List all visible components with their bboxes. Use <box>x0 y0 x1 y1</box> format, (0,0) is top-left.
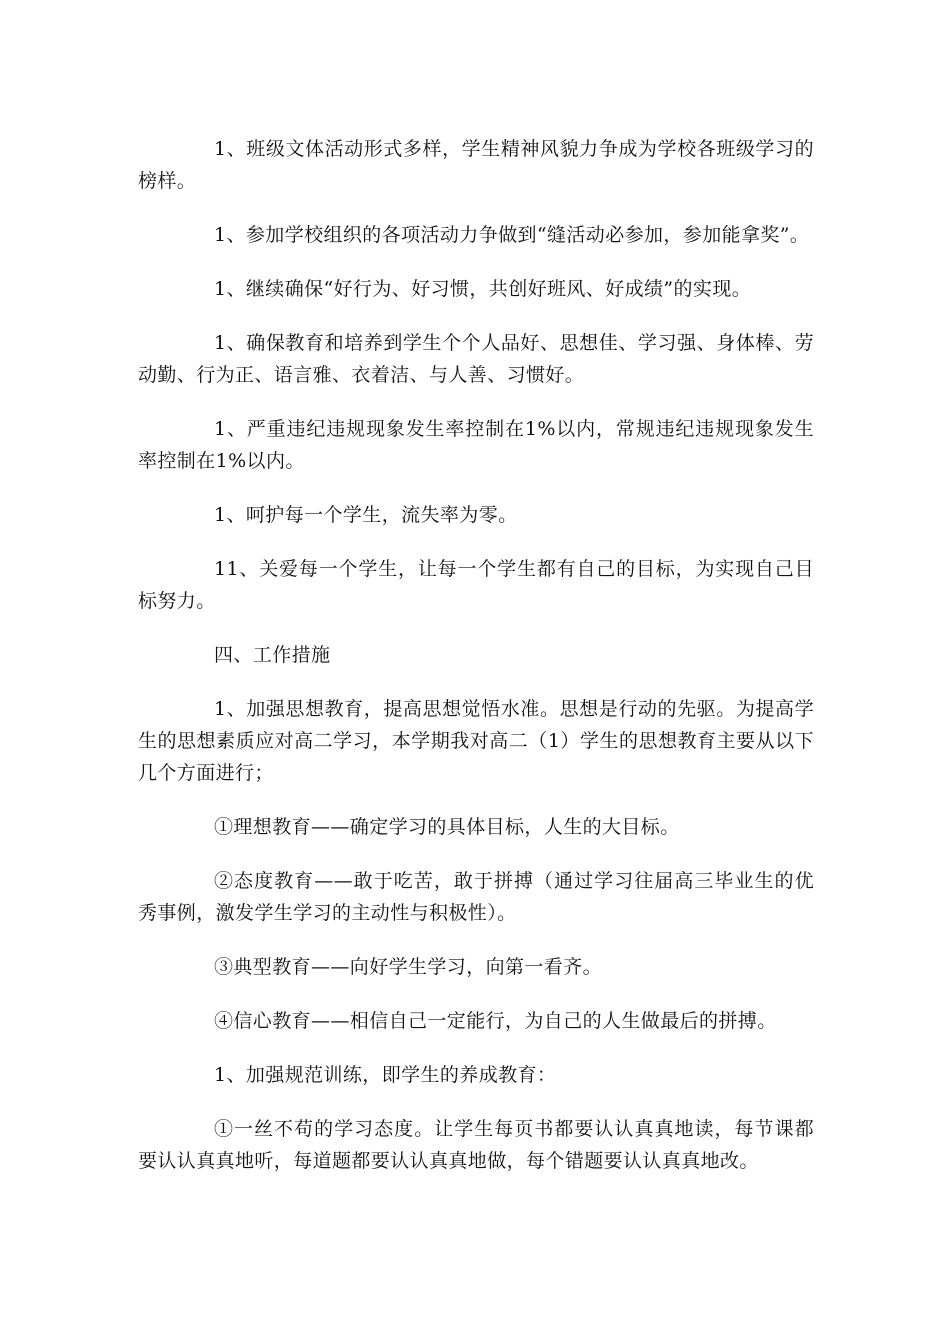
paragraph-goal-activities: 1、班级文体活动形式多样，学生精神风貌力争成为学校各班级学习的榜样。 <box>138 138 814 192</box>
paragraph-goal-good-habits: 1、继续确保“好行为、好习惯，共创好班风、好成绩”的实现。 <box>214 278 752 300</box>
paragraph-ideal-education: ①理想教育——确定学习的具体目标，人生的大目标。 <box>214 816 680 838</box>
section-heading-measures: 四、工作措施 <box>214 644 331 666</box>
paragraph-goal-discipline-rate: 1、严重违纪违规现象发生率控制在1%以内，常规违纪违规现象发生率控制在1%以内。 <box>138 418 814 472</box>
paragraph-goal-student-targets: 11、关爱每一个学生，让每一个学生都有自己的目标，为实现自己目标努力。 <box>138 558 814 612</box>
paragraph-study-attitude: ①一丝不苟的学习态度。让学生每页书都要认认真真地读，每节课都要认认真真地听，每道题都要认认真真地做，每个错题要认认真真地改。 <box>138 1118 814 1172</box>
paragraph-model-education: ③典型教育——向好学生学习，向第一看齐。 <box>214 956 603 978</box>
paragraph-goal-school-events: 1、参加学校组织的各项活动力争做到“缝活动必参加，参加能拿奖”。 <box>214 224 810 246</box>
paragraph-ideological-education: 1、加强思想教育，提高思想觉悟水准。思想是行动的先驱。为提高学生的思想素质应对高二学习，本学期我对高二（1）学生的思想教育主要从以下几个方面进行； <box>138 698 814 784</box>
paragraph-goal-zero-dropout: 1、呵护每一个学生，流失率为零。 <box>214 504 518 526</box>
paragraph-goal-character: 1、确保教育和培养到学生个个人品好、思想佳、学习强、身体棒、劳动勤、行为正、语言雅、衣着洁、与人善、习惯好。 <box>138 332 814 386</box>
document-body <box>138 133 814 1199</box>
paragraph-standard-training: 1、加强规范训练，即学生的养成教育： <box>214 1064 557 1086</box>
paragraph-attitude-education: ②态度教育——敢于吃苦，敢于拼搏（通过学习往届高三毕业生的优秀事例，激发学生学习的主动性与积极性）。 <box>138 870 814 924</box>
paragraph-confidence-education: ④信心教育——相信自己一定能行，为自己的人生做最后的拼搏。 <box>214 1010 777 1032</box>
